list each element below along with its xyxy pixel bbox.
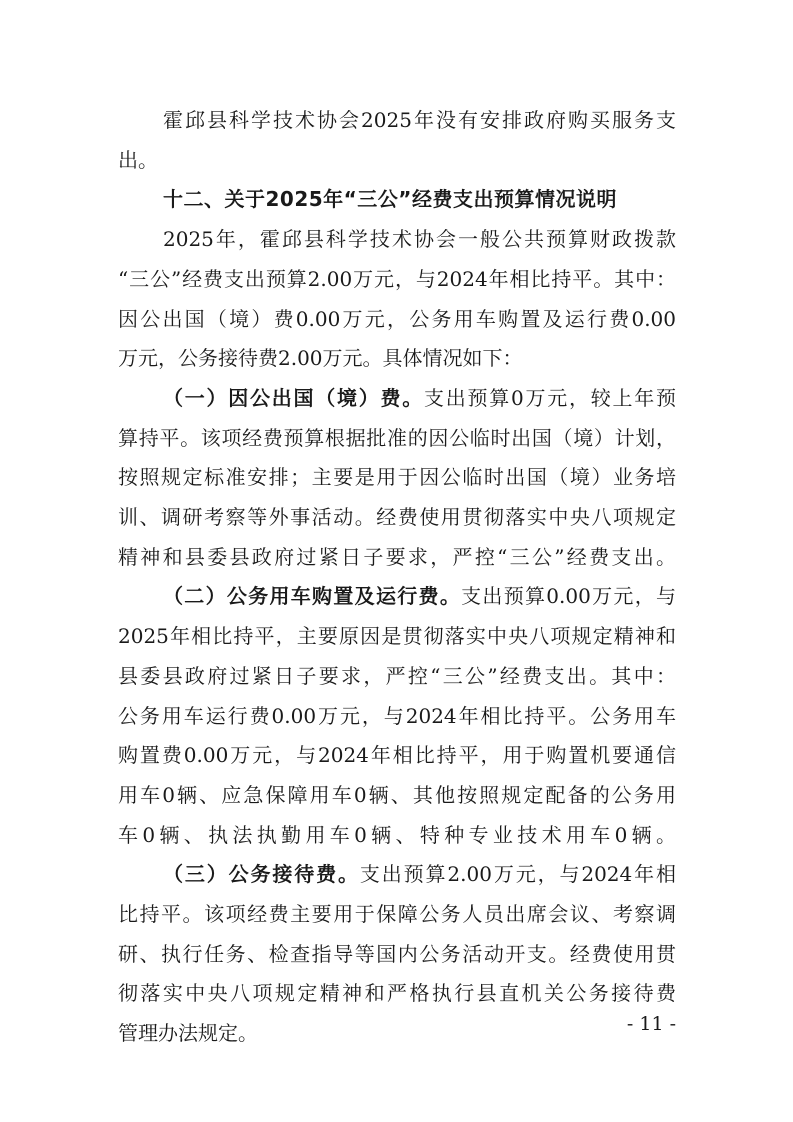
text-line bbox=[118, 264, 676, 294]
text-line bbox=[163, 383, 676, 413]
text-line bbox=[118, 661, 676, 691]
text-line bbox=[118, 780, 676, 810]
line-text: 购置费0.00万元，与2024年相比持平，用于购置机要通信 bbox=[118, 743, 676, 768]
text-line bbox=[118, 423, 676, 453]
line-text: 2025年相比持平，主要原因是贯彻落实中央八项规定精神和 bbox=[118, 624, 676, 649]
text-line bbox=[118, 621, 676, 651]
line-text: 训、调研考察等外事活动。经费使用贯彻落实中央八项规定 bbox=[118, 505, 676, 529]
line-text: 万元，公务接待费2.00万元。具体情况如下： bbox=[118, 346, 523, 371]
line-text: 霍邱县科学技术协会2025年没有安排政府购买服务支 bbox=[163, 108, 676, 132]
line-text: 精神和县委县政府过紧日子要求，严控“三公”经费支出。 bbox=[118, 544, 676, 569]
line-text: 管理办法规定。 bbox=[118, 1021, 258, 1046]
line-text: 算持平。该项经费预算根据批准的因公临时出国（境）计划， bbox=[118, 425, 676, 450]
line-text: 车0辆、执法执勤用车0辆、特种专业技术用车0辆。 bbox=[118, 822, 676, 847]
line-text: “三公”经费支出预算2.00万元，与2024年相比持平。其中： bbox=[118, 266, 676, 291]
page-number: - 11 - bbox=[626, 1013, 676, 1035]
line-text: 支出预算0.00万元，与 bbox=[461, 584, 677, 609]
subsection-title: （二）公务用车购置及运行费。 bbox=[163, 584, 462, 609]
text-line bbox=[163, 105, 676, 135]
text-line bbox=[118, 899, 676, 929]
text-line bbox=[163, 859, 676, 889]
subsection-title: （一）因公出国（境）费。 bbox=[163, 385, 425, 410]
line-text: 公务用车运行费0.00万元，与2024年相比持平。公务用车 bbox=[118, 703, 676, 728]
line-text: 十二、关于2025年“三公”经费支出预算情况说明 bbox=[163, 187, 617, 212]
text-line bbox=[118, 1018, 676, 1048]
text-line bbox=[118, 542, 676, 572]
line-text: 研、执行任务、检查指导等国内公务活动开支。经费使用贯 bbox=[118, 941, 676, 966]
text-line bbox=[163, 184, 676, 214]
line-text: 因公出国（境）费0.00万元，公务用车购置及运行费0.00 bbox=[118, 306, 676, 331]
text-line bbox=[118, 701, 676, 731]
text-line bbox=[118, 145, 676, 175]
text-line bbox=[118, 978, 676, 1008]
subsection-title: （三）公务接待费。 bbox=[163, 862, 360, 887]
line-text: 2025年，霍邱县科学技术协会一般公共预算财政拨款 bbox=[163, 227, 676, 252]
text-line bbox=[118, 502, 676, 532]
line-text: 彻落实中央八项规定精神和严格执行县直机关公务接待费 bbox=[118, 981, 676, 1006]
text-line bbox=[118, 343, 676, 373]
text-line bbox=[118, 462, 676, 492]
text-line bbox=[163, 581, 676, 611]
text-line bbox=[118, 820, 676, 850]
line-text: 县委县政府过紧日子要求，严控“三公”经费支出。其中： bbox=[118, 663, 676, 688]
line-text: 比持平。该项经费主要用于保障公务人员出席会议、考察调 bbox=[118, 902, 676, 926]
line-text: 出。 bbox=[118, 147, 158, 172]
text-line bbox=[118, 304, 676, 334]
text-line bbox=[163, 224, 676, 254]
line-text: 按照规定标准安排；主要是用于因公临时出国（境）业务培 bbox=[118, 465, 676, 490]
line-text: 支出预算2.00万元，与2024年相 bbox=[359, 862, 676, 887]
line-text: 支出预算0万元，较上年预 bbox=[424, 385, 676, 410]
line-text: 用车0辆、应急保障用车0辆、其他按照规定配备的公务用 bbox=[118, 782, 676, 807]
text-line bbox=[118, 740, 676, 770]
text-line bbox=[118, 939, 676, 969]
